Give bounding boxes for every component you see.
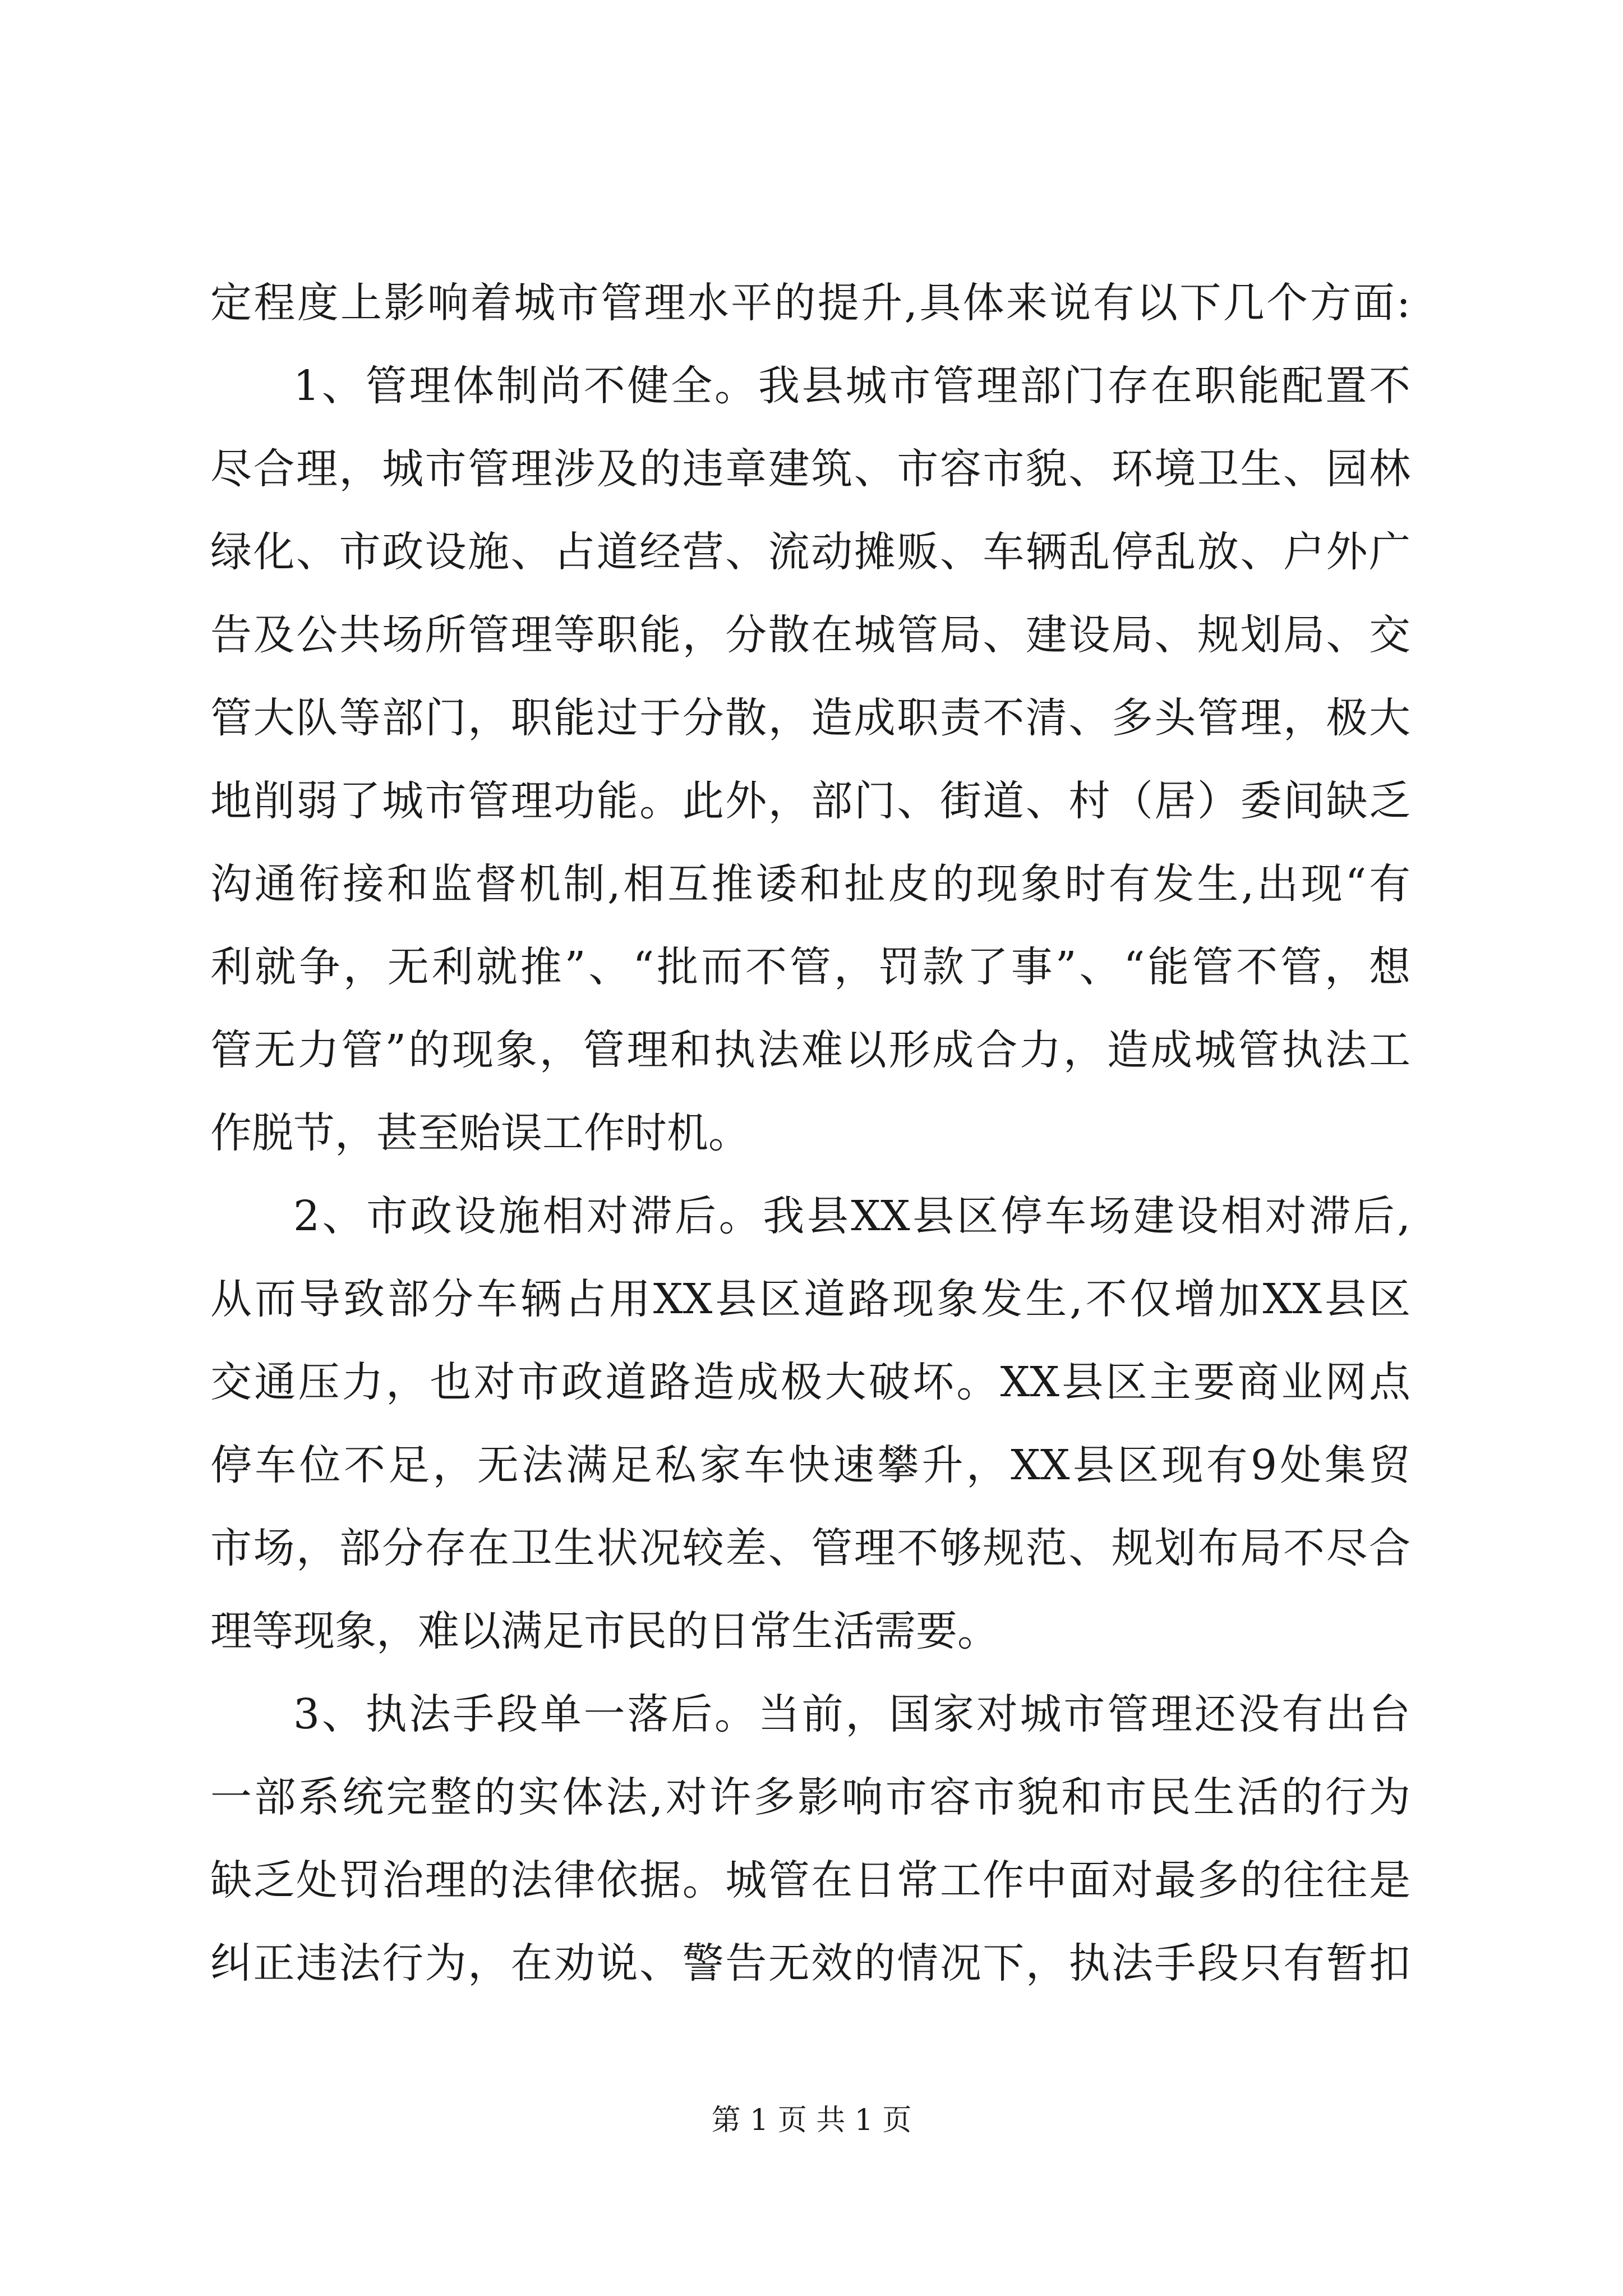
text-line: 一部系统完整的实体法,对许多影响市容市貌和市民生活的行为 (210, 1773, 1410, 1821)
text-line: 停车位不足，无法满足私家车快速攀升，XX县区现有9处集贸 (210, 1441, 1410, 1489)
page-number-footer: 第 1 页 共 1 页 (711, 2104, 912, 2137)
text-line: 沟通衔接和监督机制,相互推诿和扯皮的现象时有发生,出现“有 (210, 860, 1410, 908)
text-line: 缺乏处罚治理的法律依据。城管在日常工作中面对最多的往往是 (210, 1856, 1410, 1904)
text-line: 绿化、市政设施、占道经营、流动摊贩、车辆乱停乱放、户外广 (210, 528, 1410, 576)
text-line: 告及公共场所管理等职能，分散在城管局、建设局、规划局、交 (210, 611, 1410, 659)
text-line: 管大队等部门，职能过于分散，造成职责不清、多头管理，极大 (210, 694, 1410, 742)
text-line: 市场，部分存在卫生状况较差、管理不够规范、规划布局不尽合 (210, 1524, 1410, 1572)
document-body (210, 261, 1410, 2005)
text-line: 地削弱了城市管理功能。此外，部门、街道、村（居）委间缺乏 (210, 777, 1410, 825)
text-line: 交通压力，也对市政道路造成极大破坏。XX县区主要商业网点 (210, 1358, 1410, 1406)
text-line: 定程度上影响着城市管理水平的提升,具体来说有以下几个方面: (210, 279, 1410, 327)
text-line: 利就争，无利就推”、“批而不管，罚款了事”、“能管不管，想 (210, 943, 1410, 991)
paragraph-1-heading-line: 1、管理体制尚不健全。我县城市管理部门存在职能配置不 (293, 362, 1410, 410)
text-line: 管无力管”的现象，管理和执法难以形成合力，造成城管执法工 (210, 1026, 1410, 1074)
text-line: 纠正违法行为，在劝说、警告无效的情况下，执法手段只有暂扣 (210, 1939, 1410, 1987)
text-line: 尽合理，城市管理涉及的违章建筑、市容市貌、环境卫生、园林 (210, 445, 1410, 493)
paragraph-2-heading-line: 2、市政设施相对滞后。我县XX县区停车场建设相对滞后, (293, 1192, 1410, 1240)
text-line: 理等现象，难以满足市民的日常生活需要。 (210, 1607, 999, 1655)
text-line: 从而导致部分车辆占用XX县区道路现象发生,不仅增加XX县区 (210, 1275, 1410, 1323)
paragraph-3-heading-line: 3、执法手段单一落后。当前，国家对城市管理还没有出台 (293, 1690, 1410, 1738)
text-line: 作脱节，甚至贻误工作时机。 (210, 1109, 750, 1157)
